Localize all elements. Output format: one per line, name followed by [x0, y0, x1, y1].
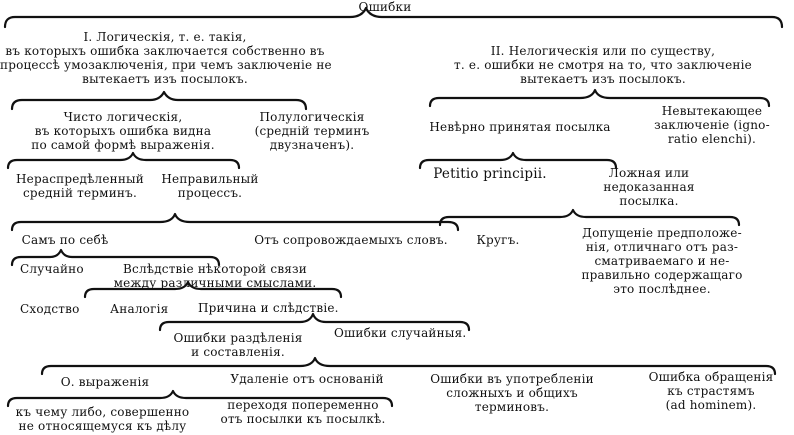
alternating-premises: переходя попеременно отъ посылки къ посылкѣ.: [220, 398, 386, 426]
cause-and-effect: Причина и слѣдствіе.: [198, 301, 339, 315]
accompanying-words: Отъ сопровождаемыхъ словъ.: [254, 233, 448, 247]
brace-fallacy-dictionis: [12, 214, 458, 230]
illicit-process: Неправильный процессъ.: [161, 172, 259, 200]
pure-logical: Чисто логическія, въ которыхъ ошибка видна по самой формѣ выраженія.: [31, 110, 215, 152]
petitio-principii: Petitio principii.: [433, 166, 547, 182]
nonlogical-heading: II. Нелогическія или по существу, т. е. ошибки не смотря на то, что заключеніе вытекаетъ изъ посылокъ.: [454, 44, 752, 86]
brace-logical-sub: [12, 92, 306, 109]
assumption-of-different: Допущеніе предположе- нія, отличнаго отъ раз- сматриваемаго и не- правильно содержащаго это послѣднее.: [581, 226, 743, 296]
complex-terms: Ошибки въ употребленіи сложныхъ и общихъ терминовъ.: [430, 372, 594, 414]
accidental: Случайно: [20, 262, 84, 276]
of-expression: О. выраженія: [60, 375, 150, 389]
accident-errors: Ошибки случайныя.: [334, 326, 467, 340]
ad-hominem: Ошибка обращенія къ страстямъ (ad hominem).: [648, 370, 774, 412]
false-or-unproven-premise: Ложная или недоказанная посылка.: [603, 166, 695, 208]
logical-heading: I. Логическія, т. е. такія, въ которыхъ ошибка заключается собственно въ процессѣ умозаключенія, при чемъ заключеніе не вытекаетъ изъ посылокъ.: [0, 30, 332, 86]
analogy: Аналогія: [110, 302, 169, 316]
diagram-title: Ошибки: [358, 0, 412, 14]
anything-irrelevant: къ чему либо, совершенно не относящемуся къ дѣлу: [15, 405, 190, 433]
circle: Кругъ.: [476, 233, 520, 247]
undistributed-middle: Нераспредѣленный средній терминъ.: [16, 172, 144, 200]
division-composition: Ошибки раздѣленія и составленія.: [173, 331, 303, 359]
brace-pure: [8, 153, 239, 168]
resemblance: Сходство: [20, 302, 80, 316]
due-to-connection: Вслѣдствіе нѣкоторой связи между различными смыслами.: [113, 262, 317, 290]
ignoratio-elenchi: Невытекающее заключеніе (igno- ratio elenchi).: [654, 104, 770, 146]
false-premise: Невѣрно принятая посылка: [429, 120, 611, 134]
semi-logical: Полулогическія (средній терминъ двузначенъ).: [254, 110, 370, 152]
absolute-relative: Удаленіе отъ основаній: [230, 372, 384, 386]
per-se: Самъ по себѣ: [21, 233, 109, 247]
brace-unproven: [440, 210, 739, 225]
